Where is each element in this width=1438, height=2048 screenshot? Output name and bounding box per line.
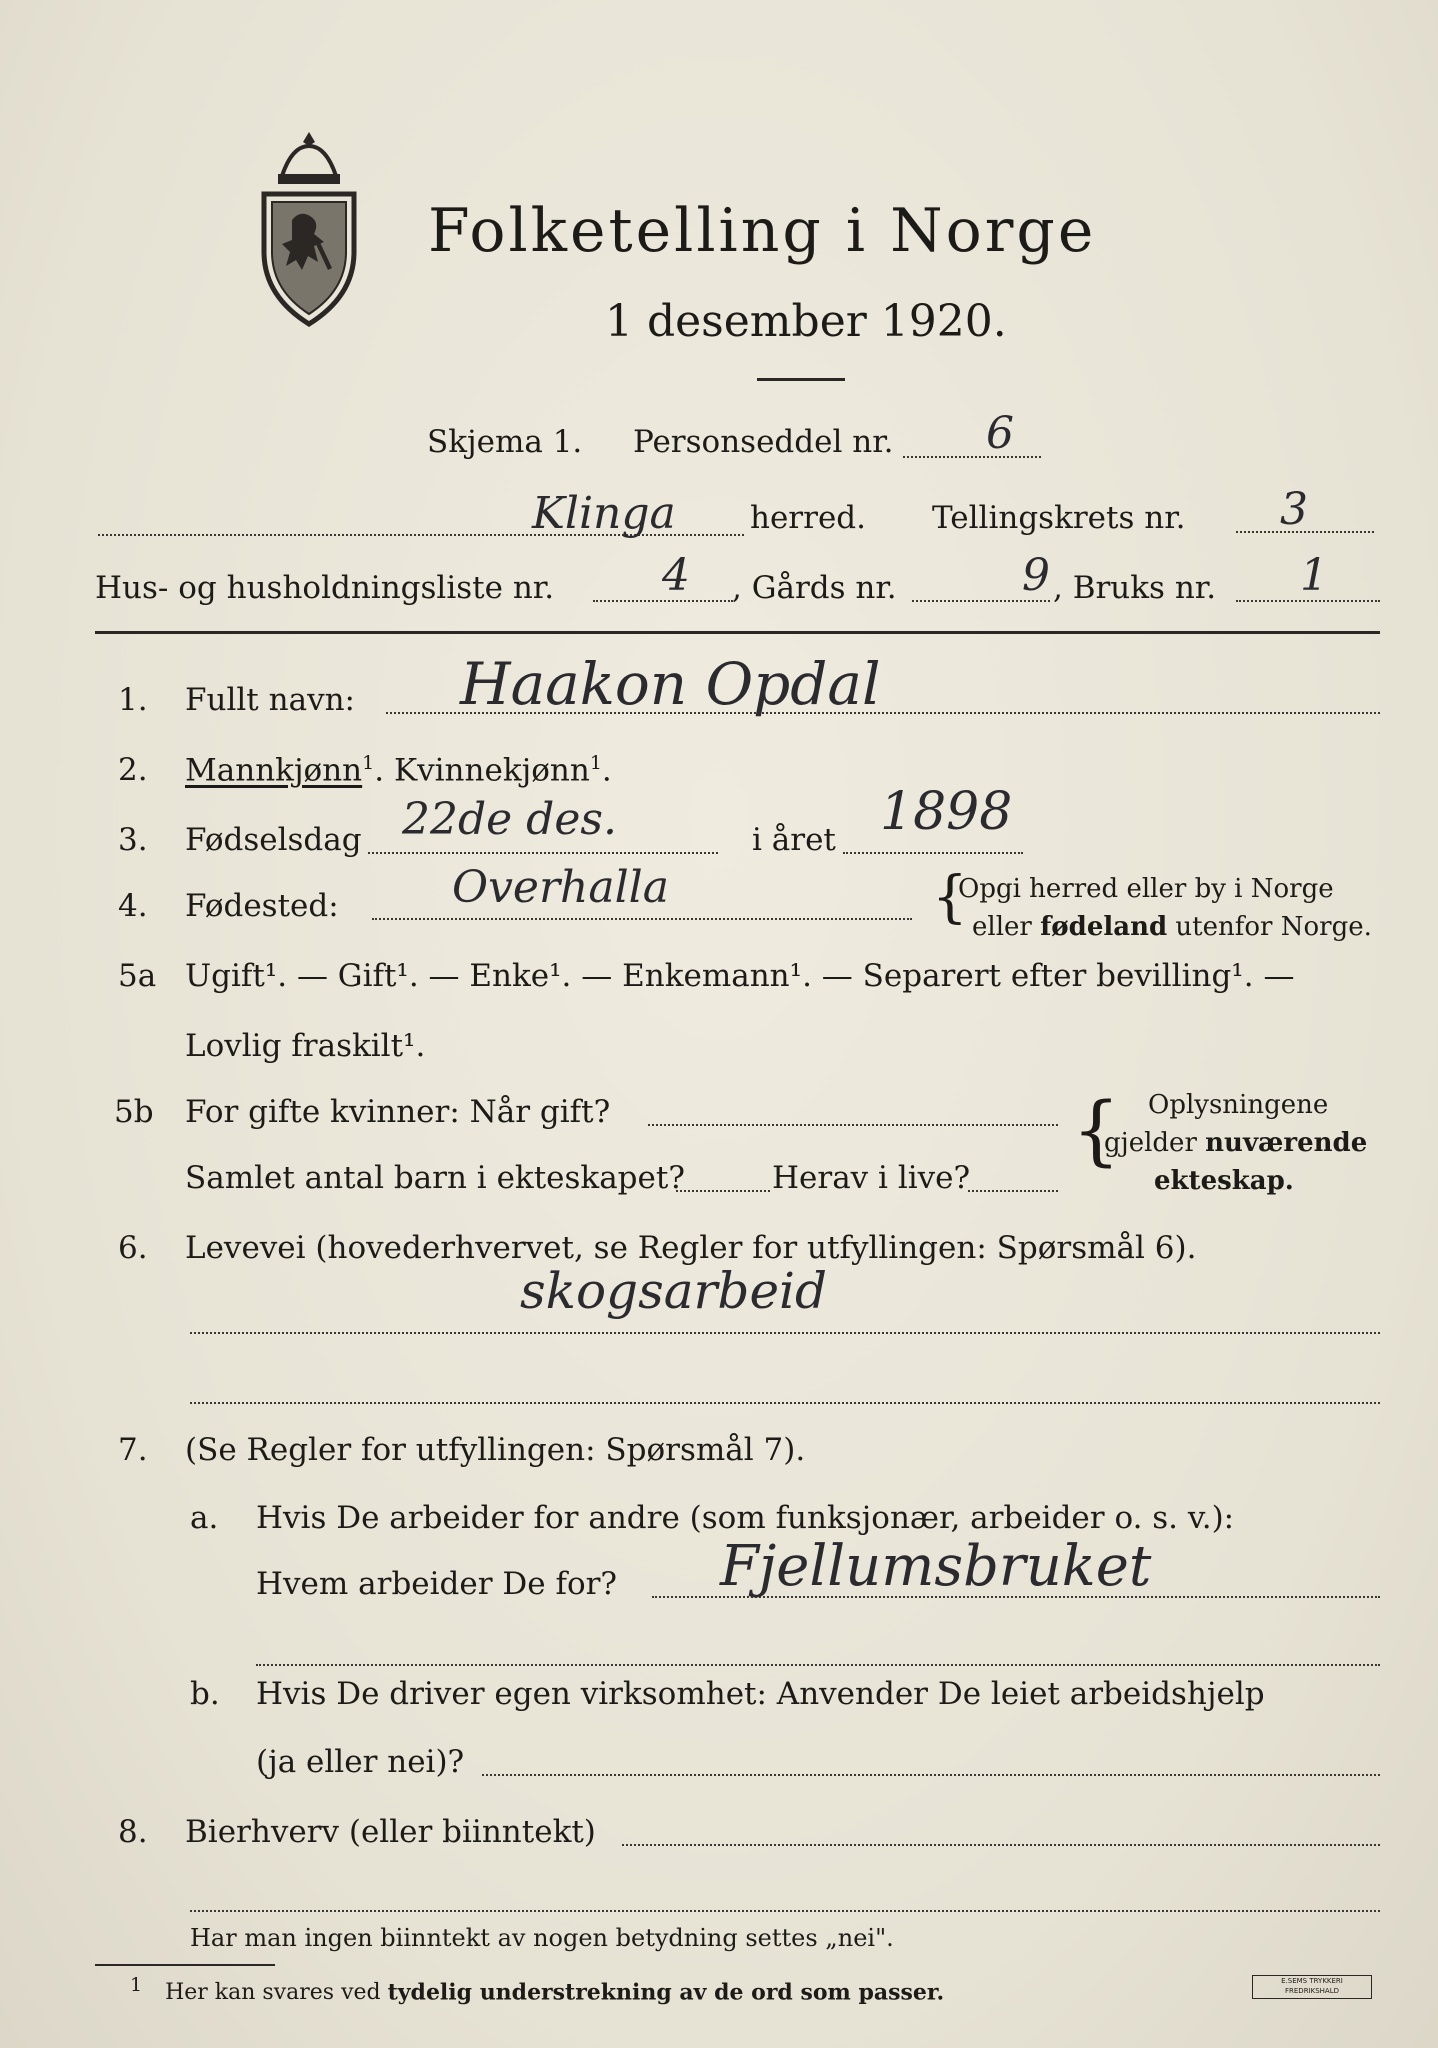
q4-line (372, 918, 912, 920)
birthplace-value[interactable]: Overhalla (452, 862, 669, 913)
footnote-number: 1 (130, 1974, 143, 1996)
form-title: Folketelling i Norge (428, 196, 1097, 266)
q2-number: 2. (118, 752, 148, 788)
q5b-note1: Oplysningene (1148, 1090, 1329, 1120)
q5b-note2 (1104, 1128, 1367, 1158)
herred-label: herred. (750, 500, 866, 536)
q8-line2 (190, 1910, 1380, 1912)
q3-year-line (843, 852, 1023, 854)
q7a-number: a. (190, 1500, 219, 1536)
birth-year-value[interactable]: 1898 (880, 782, 1013, 842)
q4-note-line1: Opgi herred eller by i Norge (958, 874, 1334, 904)
gender-female-option[interactable]: Kvinnekjønn (393, 752, 590, 789)
employer-value[interactable]: Fjellumsbruket (720, 1534, 1152, 1599)
q7b-line2: (ja eller nei)? (256, 1744, 465, 1780)
q5b-brace: { (1072, 1085, 1121, 1174)
gender-options (185, 752, 612, 788)
q6-number: 6. (118, 1230, 148, 1266)
q4-number: 4. (118, 888, 148, 924)
q5b-married-line (648, 1124, 1058, 1126)
q5a-number: 5a (118, 958, 157, 994)
header-divider (95, 631, 1380, 634)
husholdning-label: Hus- og husholdningsliste nr. (95, 570, 555, 606)
tellingskrets-value[interactable]: 3 (1280, 484, 1308, 535)
title-divider (757, 378, 845, 381)
q7b-number: b. (190, 1676, 220, 1712)
herred-value[interactable]: Klinga (532, 488, 676, 539)
q7-number: 7. (118, 1432, 148, 1468)
q5b-children-line (676, 1190, 770, 1192)
q4-note-b: fødeland (1040, 912, 1168, 942)
q7a-line-extra (256, 1664, 1380, 1666)
footer-note: Har man ingen biinntekt av nogen betydning settes „nei". (190, 1924, 894, 1952)
footnote-text-c: av de ord som passer. (671, 1979, 945, 2006)
personseddel-line (903, 456, 1041, 458)
q8-number: 8. (118, 1814, 148, 1850)
form-date: 1 desember 1920. (605, 296, 1007, 347)
schema-label: Skjema 1. (427, 424, 583, 460)
printer-stamp (1252, 1975, 1372, 1999)
q7-label: (Se Regler for utfyllingen: Spørsmål 7). (185, 1432, 806, 1468)
gender-separator: . (374, 752, 394, 789)
footnote-divider (95, 1964, 275, 1966)
gender-male-option[interactable]: Mannkjønn (185, 752, 363, 789)
q3-year-label: i året (752, 822, 836, 858)
q5b-note2-a: gjelder (1104, 1128, 1206, 1158)
marital-status-options-2[interactable]: Lovlig fraskilt¹. (185, 1028, 426, 1064)
q1-number: 1. (118, 682, 148, 718)
marital-status-options[interactable]: Ugift¹. — Gift¹. — Enke¹. — Enkemann¹. — Separert efter bevilling¹. — (185, 958, 1295, 994)
q8-label: Bierhverv (eller biinntekt) (185, 1814, 596, 1850)
footnote-text-b: tydelig understrekning (387, 1979, 672, 2006)
q4-brace: { (932, 865, 968, 930)
footnote-mark: 1 (589, 752, 602, 774)
q4-note-line2 (972, 912, 1372, 942)
q4-note-a: eller (972, 912, 1041, 942)
q5b-children-label: Samlet antal barn i ekteskapet? (185, 1160, 685, 1196)
gards-value[interactable]: 9 (1022, 550, 1050, 601)
footnote-mark: 1 (362, 752, 375, 774)
q3-line (368, 852, 718, 854)
occupation-value[interactable]: skogsarbeid (520, 1262, 828, 1320)
bruks-label: , Bruks nr. (1053, 570, 1217, 606)
norway-coat-of-arms-icon (248, 128, 370, 328)
q6-line1 (190, 1332, 1380, 1334)
birth-date-value[interactable]: 22de des. (402, 794, 617, 845)
q8-line (622, 1844, 1380, 1846)
husholdning-value[interactable]: 4 (662, 550, 690, 601)
tellingskrets-label: Tellingskrets nr. (932, 500, 1186, 536)
personseddel-label: Personseddel nr. (633, 424, 894, 460)
gards-label: , Gårds nr. (732, 570, 897, 606)
footnote-text-a: Her kan svares ved (165, 1980, 388, 2006)
q7a-line2: Hvem arbeider De for? (256, 1566, 618, 1602)
q5b-line1: For gifte kvinner: Når gift? (185, 1094, 611, 1130)
q4-label: Fødested: (185, 888, 339, 924)
printer-line2: FREDRIKSHALD (1284, 1987, 1339, 1995)
q5b-alive-label: Herav i live? (772, 1160, 971, 1196)
q4-note-c: utenfor Norge. (1167, 912, 1372, 942)
q7a-line1: Hvis De arbeider for andre (som funksjonær, arbeider o. s. v.): (256, 1500, 1235, 1536)
q1-label: Fullt navn: (185, 682, 355, 718)
q5b-note2-b: nuværende (1205, 1128, 1368, 1158)
q3-number: 3. (118, 822, 148, 858)
personseddel-value[interactable]: 6 (986, 408, 1014, 459)
q5b-alive-line (968, 1190, 1058, 1192)
gender-end: . (601, 752, 612, 789)
full-name-value[interactable]: Haakon Opdal (460, 650, 881, 718)
footnote (130, 1974, 944, 2005)
q7b-line (482, 1774, 1380, 1776)
q5b-number: 5b (114, 1094, 154, 1130)
q5b-note3: ekteskap. (1154, 1166, 1294, 1196)
q3-label: Fødselsdag (185, 822, 362, 858)
q6-label: Levevei (hovederhvervet, se Regler for utfyllingen: Spørsmål 6). (185, 1230, 1197, 1266)
bruks-value[interactable]: 1 (1300, 550, 1328, 601)
q6-line2 (190, 1402, 1380, 1404)
q7b-line1: Hvis De driver egen virksomhet: Anvender De leiet arbeidshjelp (256, 1676, 1265, 1712)
printer-line1: E.SEMS TRYKKERI (1281, 1977, 1343, 1985)
